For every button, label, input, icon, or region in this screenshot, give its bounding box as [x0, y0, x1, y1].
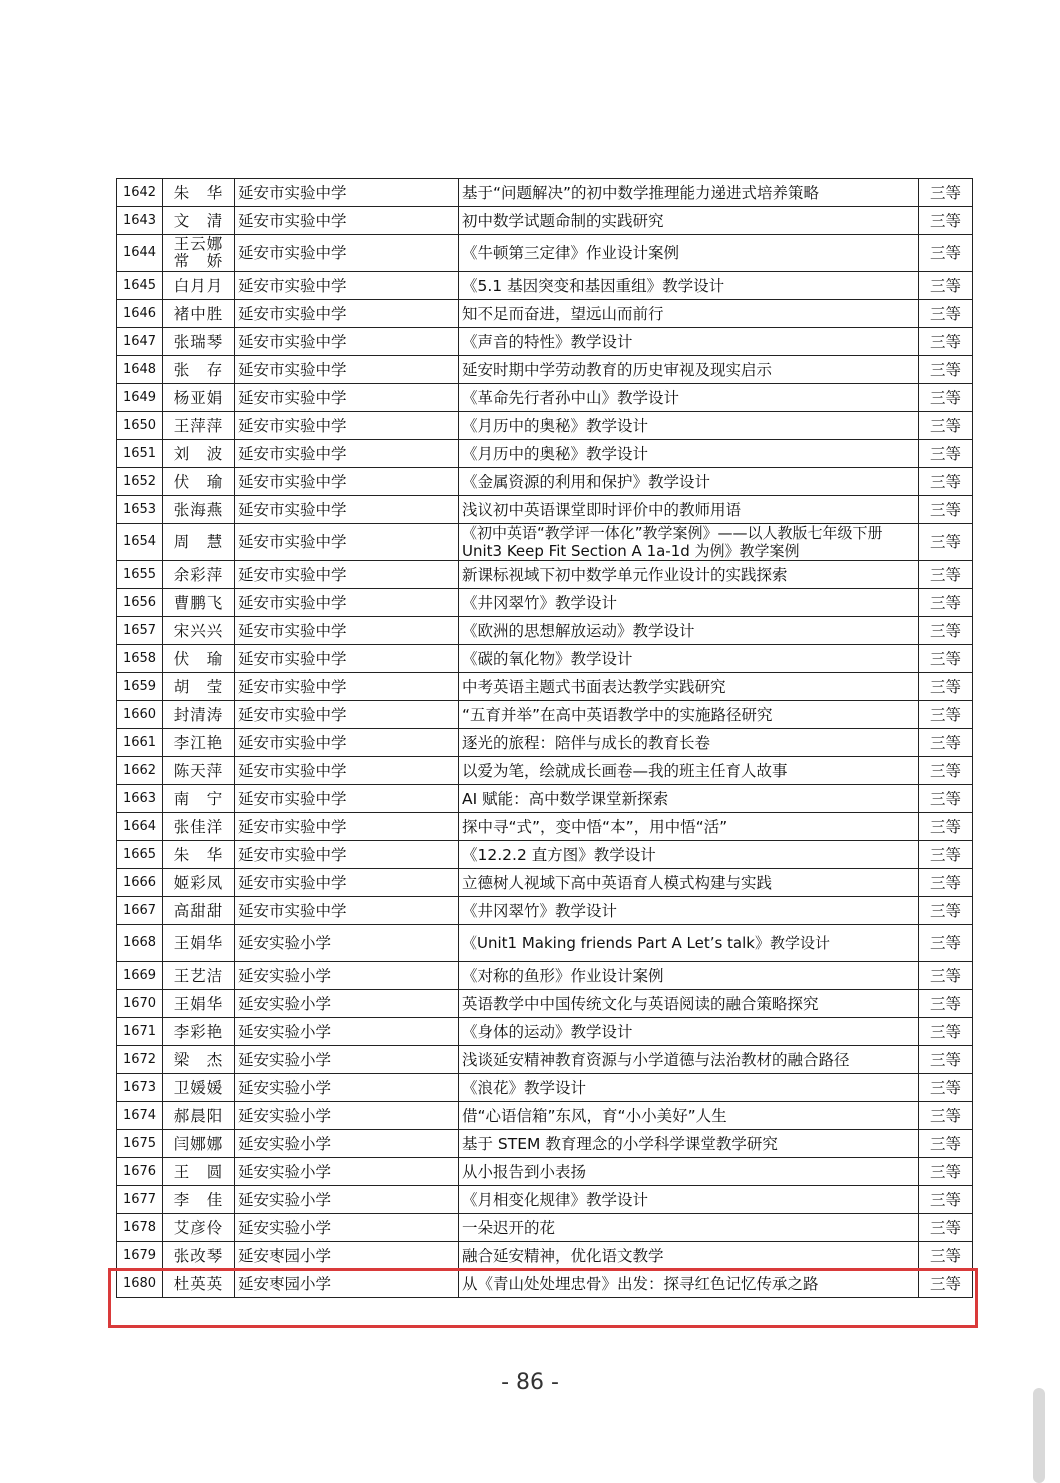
paper-title: 基于“问题解决”的初中数学推理能力递进式培养策略 — [459, 179, 919, 207]
entry-number: 1660 — [117, 701, 163, 729]
author-name: 张海燕 — [163, 496, 235, 524]
table-row — [117, 1270, 973, 1298]
table-row — [117, 1102, 973, 1130]
entry-number: 1661 — [117, 729, 163, 757]
table-row — [117, 925, 973, 962]
school-name: 延安枣园小学 — [235, 1270, 459, 1298]
table-row — [117, 496, 973, 524]
author-name: 褚中胜 — [163, 300, 235, 328]
school-name: 延安市实验中学 — [235, 207, 459, 235]
table-row — [117, 440, 973, 468]
table-row — [117, 1158, 973, 1186]
paper-title: 《浪花》教学设计 — [459, 1074, 919, 1102]
paper-title: 新课标视域下初中数学单元作业设计的实践探索 — [459, 561, 919, 589]
entry-number: 1658 — [117, 645, 163, 673]
award-grade: 三等 — [919, 673, 973, 701]
paper-title: 借“心语信箱”东风，育“小小美好”人生 — [459, 1102, 919, 1130]
entry-number: 1669 — [117, 962, 163, 990]
table-row — [117, 757, 973, 785]
author-name: 刘 波 — [163, 440, 235, 468]
paper-title: 《12.2.2 直方图》教学设计 — [459, 841, 919, 869]
paper-title: 知不足而奋进，望远山而前行 — [459, 300, 919, 328]
paper-title: 《对称的鱼形》作业设计案例 — [459, 962, 919, 990]
school-name: 延安实验小学 — [235, 962, 459, 990]
award-grade: 三等 — [919, 412, 973, 440]
school-name: 延安实验小学 — [235, 1102, 459, 1130]
entry-number: 1649 — [117, 384, 163, 412]
entry-number: 1676 — [117, 1158, 163, 1186]
school-name: 延安市实验中学 — [235, 701, 459, 729]
award-grade: 三等 — [919, 841, 973, 869]
award-grade: 三等 — [919, 356, 973, 384]
paper-title: 浅谈延安精神教育资源与小学道德与法治教材的融合路径 — [459, 1046, 919, 1074]
table-row — [117, 1214, 973, 1242]
author-name: 梁 杰 — [163, 1046, 235, 1074]
author-name: 王萍萍 — [163, 412, 235, 440]
award-grade: 三等 — [919, 1018, 973, 1046]
paper-title: 《初中英语“教学评一体化”教学案例》——以人教版七年级下册 Unit3 Keep Fit Section A 1a-1d 为例》教学案例 — [459, 524, 919, 561]
award-grade: 三等 — [919, 645, 973, 673]
entry-number: 1670 — [117, 990, 163, 1018]
paper-title: 立德树人视域下高中英语育人模式构建与实践 — [459, 869, 919, 897]
entry-number: 1679 — [117, 1242, 163, 1270]
award-grade: 三等 — [919, 300, 973, 328]
author-name: 王 圆 — [163, 1158, 235, 1186]
paper-title: 初中数学试题命制的实践研究 — [459, 207, 919, 235]
school-name: 延安市实验中学 — [235, 561, 459, 589]
table-row — [117, 328, 973, 356]
entry-number: 1659 — [117, 673, 163, 701]
author-name: 杜英英 — [163, 1270, 235, 1298]
paper-title: 《月相变化规律》教学设计 — [459, 1186, 919, 1214]
author-name: 王娟华 — [163, 925, 235, 962]
award-grade: 三等 — [919, 1242, 973, 1270]
award-grade: 三等 — [919, 524, 973, 561]
table-row — [117, 897, 973, 925]
award-grade: 三等 — [919, 1158, 973, 1186]
award-grade: 三等 — [919, 1046, 973, 1074]
paper-title: 逐光的旅程：陪伴与成长的教育长卷 — [459, 729, 919, 757]
author-name: 卫媛媛 — [163, 1074, 235, 1102]
author-name: 胡 莹 — [163, 673, 235, 701]
paper-title: “五育并举”在高中英语教学中的实施路径研究 — [459, 701, 919, 729]
paper-title: 延安时期中学劳动教育的历史审视及现实启示 — [459, 356, 919, 384]
author-name: 白月月 — [163, 272, 235, 300]
entry-number: 1663 — [117, 785, 163, 813]
school-name: 延安市实验中学 — [235, 272, 459, 300]
award-grade: 三等 — [919, 589, 973, 617]
award-grade: 三等 — [919, 869, 973, 897]
school-name: 延安市实验中学 — [235, 496, 459, 524]
school-name: 延安市实验中学 — [235, 813, 459, 841]
table-row — [117, 1018, 973, 1046]
award-grade: 三等 — [919, 207, 973, 235]
award-grade: 三等 — [919, 1074, 973, 1102]
table-row — [117, 179, 973, 207]
school-name: 延安市实验中学 — [235, 412, 459, 440]
table-row — [117, 617, 973, 645]
school-name: 延安市实验中学 — [235, 617, 459, 645]
school-name: 延安实验小学 — [235, 1074, 459, 1102]
paper-title: 《月历中的奥秘》教学设计 — [459, 412, 919, 440]
award-grade: 三等 — [919, 897, 973, 925]
entry-number: 1680 — [117, 1270, 163, 1298]
table-row — [117, 729, 973, 757]
school-name: 延安市实验中学 — [235, 897, 459, 925]
award-grade: 三等 — [919, 617, 973, 645]
author-name: 艾彦伶 — [163, 1214, 235, 1242]
paper-title: 《井冈翠竹》教学设计 — [459, 897, 919, 925]
entry-number: 1654 — [117, 524, 163, 561]
school-name: 延安实验小学 — [235, 990, 459, 1018]
school-name: 延安实验小学 — [235, 1046, 459, 1074]
paper-title: 《5.1 基因突变和基因重组》教学设计 — [459, 272, 919, 300]
author-name: 张瑞琴 — [163, 328, 235, 356]
table-row — [117, 785, 973, 813]
entry-number: 1647 — [117, 328, 163, 356]
award-grade: 三等 — [919, 729, 973, 757]
paper-title: 浅议初中英语课堂即时评价中的教师用语 — [459, 496, 919, 524]
author-name: 郝晨阳 — [163, 1102, 235, 1130]
school-name: 延安市实验中学 — [235, 785, 459, 813]
award-grade: 三等 — [919, 1186, 973, 1214]
entry-number: 1664 — [117, 813, 163, 841]
school-name: 延安市实验中学 — [235, 300, 459, 328]
author-name: 陈天萍 — [163, 757, 235, 785]
author-name: 伏 瑜 — [163, 645, 235, 673]
award-grade: 三等 — [919, 757, 973, 785]
entry-number: 1668 — [117, 925, 163, 962]
entry-number: 1645 — [117, 272, 163, 300]
entry-number: 1671 — [117, 1018, 163, 1046]
scrollbar-thumb[interactable] — [1033, 1388, 1045, 1483]
entry-number: 1665 — [117, 841, 163, 869]
table-row — [117, 1130, 973, 1158]
paper-title: 从《青山处处埋忠骨》出发：探寻红色记忆传承之路 — [459, 1270, 919, 1298]
entry-number: 1657 — [117, 617, 163, 645]
author-name: 伏 瑜 — [163, 468, 235, 496]
award-grade: 三等 — [919, 701, 973, 729]
award-grade: 三等 — [919, 328, 973, 356]
author-name: 南 宁 — [163, 785, 235, 813]
table-row — [117, 272, 973, 300]
school-name: 延安市实验中学 — [235, 841, 459, 869]
award-grade: 三等 — [919, 813, 973, 841]
paper-title: 《革命先行者孙中山》教学设计 — [459, 384, 919, 412]
school-name: 延安市实验中学 — [235, 757, 459, 785]
author-name: 朱 华 — [163, 841, 235, 869]
author-name: 李 佳 — [163, 1186, 235, 1214]
school-name: 延安实验小学 — [235, 1130, 459, 1158]
school-name: 延安实验小学 — [235, 925, 459, 962]
award-grade: 三等 — [919, 179, 973, 207]
paper-title: 《碳的氧化物》教学设计 — [459, 645, 919, 673]
school-name: 延安实验小学 — [235, 1214, 459, 1242]
entry-number: 1667 — [117, 897, 163, 925]
author-name: 王艺洁 — [163, 962, 235, 990]
school-name: 延安市实验中学 — [235, 356, 459, 384]
paper-title: 《月历中的奥秘》教学设计 — [459, 440, 919, 468]
paper-title: 以爱为笔，绘就成长画卷—我的班主任育人故事 — [459, 757, 919, 785]
table-row — [117, 1242, 973, 1270]
school-name: 延安市实验中学 — [235, 645, 459, 673]
author-name: 张改琴 — [163, 1242, 235, 1270]
author-name: 李彩艳 — [163, 1018, 235, 1046]
award-table-body — [117, 179, 973, 1298]
award-grade: 三等 — [919, 785, 973, 813]
author-name: 王云娜 常 娇 — [163, 235, 235, 272]
table-row — [117, 813, 973, 841]
table-row — [117, 962, 973, 990]
paper-title: 一朵迟开的花 — [459, 1214, 919, 1242]
author-name: 杨亚娟 — [163, 384, 235, 412]
table-row — [117, 384, 973, 412]
paper-title: 从小报告到小表扬 — [459, 1158, 919, 1186]
award-grade: 三等 — [919, 272, 973, 300]
author-name: 张 存 — [163, 356, 235, 384]
paper-title: 英语教学中中国传统文化与英语阅读的融合策略探究 — [459, 990, 919, 1018]
paper-title: 《欧洲的思想解放运动》教学设计 — [459, 617, 919, 645]
entry-number: 1655 — [117, 561, 163, 589]
author-name: 姬彩凤 — [163, 869, 235, 897]
entry-number: 1675 — [117, 1130, 163, 1158]
table-row — [117, 468, 973, 496]
school-name: 延安市实验中学 — [235, 440, 459, 468]
school-name: 延安市实验中学 — [235, 589, 459, 617]
author-name: 朱 华 — [163, 179, 235, 207]
award-grade: 三等 — [919, 384, 973, 412]
entry-number: 1651 — [117, 440, 163, 468]
author-name: 张佳洋 — [163, 813, 235, 841]
school-name: 延安枣园小学 — [235, 1242, 459, 1270]
table-row — [117, 524, 973, 561]
author-name: 闫娜娜 — [163, 1130, 235, 1158]
award-grade: 三等 — [919, 561, 973, 589]
entry-number: 1672 — [117, 1046, 163, 1074]
school-name: 延安市实验中学 — [235, 524, 459, 561]
award-table — [116, 178, 973, 1298]
paper-title: 《身体的运动》教学设计 — [459, 1018, 919, 1046]
award-grade: 三等 — [919, 496, 973, 524]
entry-number: 1643 — [117, 207, 163, 235]
school-name: 延安市实验中学 — [235, 235, 459, 272]
table-row — [117, 673, 973, 701]
table-row — [117, 207, 973, 235]
award-grade: 三等 — [919, 468, 973, 496]
table-row — [117, 841, 973, 869]
school-name: 延安实验小学 — [235, 1018, 459, 1046]
school-name: 延安市实验中学 — [235, 468, 459, 496]
entry-number: 1646 — [117, 300, 163, 328]
entry-number: 1653 — [117, 496, 163, 524]
school-name: 延安市实验中学 — [235, 729, 459, 757]
entry-number: 1648 — [117, 356, 163, 384]
award-grade: 三等 — [919, 1130, 973, 1158]
school-name: 延安实验小学 — [235, 1158, 459, 1186]
table-row — [117, 561, 973, 589]
award-grade: 三等 — [919, 1102, 973, 1130]
entry-number: 1666 — [117, 869, 163, 897]
table-row — [117, 1074, 973, 1102]
entry-number: 1662 — [117, 757, 163, 785]
paper-title: AI 赋能：高中数学课堂新探索 — [459, 785, 919, 813]
table-row — [117, 300, 973, 328]
author-name: 余彩萍 — [163, 561, 235, 589]
table-row — [117, 1186, 973, 1214]
entry-number: 1650 — [117, 412, 163, 440]
author-name: 宋兴兴 — [163, 617, 235, 645]
table-row — [117, 701, 973, 729]
entry-number: 1674 — [117, 1102, 163, 1130]
paper-title: 《Unit1 Making friends Part A Let’s talk》教学设计 — [459, 925, 919, 962]
table-row — [117, 235, 973, 272]
author-name: 王娟华 — [163, 990, 235, 1018]
entry-number: 1644 — [117, 235, 163, 272]
author-name: 高甜甜 — [163, 897, 235, 925]
school-name: 延安市实验中学 — [235, 673, 459, 701]
paper-title: 探中寻“式”，变中悟“本”，用中悟“活” — [459, 813, 919, 841]
entry-number: 1673 — [117, 1074, 163, 1102]
paper-title: 融合延安精神，优化语文教学 — [459, 1242, 919, 1270]
author-name: 曹鹏飞 — [163, 589, 235, 617]
award-grade: 三等 — [919, 962, 973, 990]
paper-title: 《牛顿第三定律》作业设计案例 — [459, 235, 919, 272]
table-row — [117, 869, 973, 897]
award-grade: 三等 — [919, 235, 973, 272]
school-name: 延安市实验中学 — [235, 179, 459, 207]
author-name: 周 慧 — [163, 524, 235, 561]
award-grade: 三等 — [919, 925, 973, 962]
award-grade: 三等 — [919, 990, 973, 1018]
table-row — [117, 990, 973, 1018]
paper-title: 《井冈翠竹》教学设计 — [459, 589, 919, 617]
table-row — [117, 589, 973, 617]
award-grade: 三等 — [919, 1270, 973, 1298]
entry-number: 1642 — [117, 179, 163, 207]
school-name: 延安实验小学 — [235, 1186, 459, 1214]
author-name: 文 清 — [163, 207, 235, 235]
paper-title: 《金属资源的利用和保护》教学设计 — [459, 468, 919, 496]
school-name: 延安市实验中学 — [235, 869, 459, 897]
author-name: 李江艳 — [163, 729, 235, 757]
paper-title: 中考英语主题式书面表达教学实践研究 — [459, 673, 919, 701]
award-grade: 三等 — [919, 440, 973, 468]
school-name: 延安市实验中学 — [235, 384, 459, 412]
paper-title: 《声音的特性》教学设计 — [459, 328, 919, 356]
entry-number: 1652 — [117, 468, 163, 496]
author-name: 封清涛 — [163, 701, 235, 729]
award-grade: 三等 — [919, 1214, 973, 1242]
school-name: 延安市实验中学 — [235, 328, 459, 356]
page-number: - 86 - — [501, 1370, 559, 1395]
table-row — [117, 356, 973, 384]
entry-number: 1677 — [117, 1186, 163, 1214]
table-row — [117, 1046, 973, 1074]
entry-number: 1656 — [117, 589, 163, 617]
entry-number: 1678 — [117, 1214, 163, 1242]
paper-title: 基于 STEM 教育理念的小学科学课堂教学研究 — [459, 1130, 919, 1158]
table-row — [117, 412, 973, 440]
table-row — [117, 645, 973, 673]
